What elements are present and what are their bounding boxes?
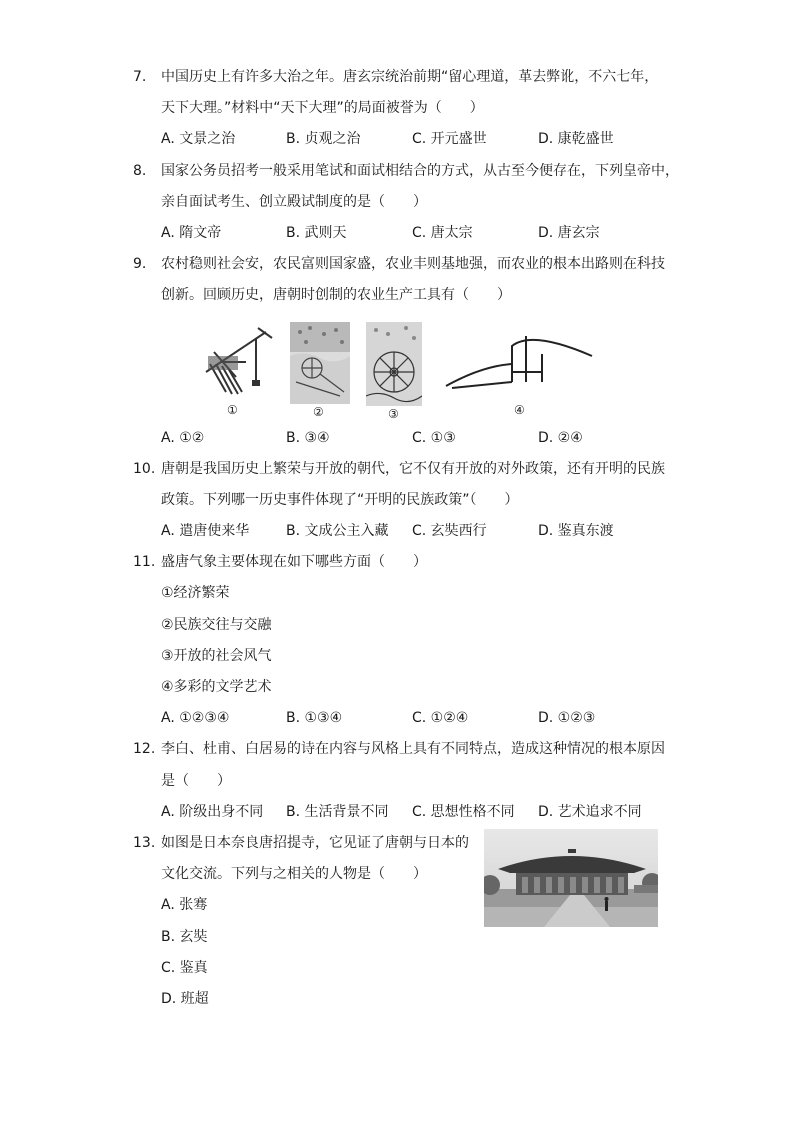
q13-option-b: B. 玄奘 bbox=[161, 929, 208, 945]
q11-item-2: ②民族交往与交融 bbox=[161, 617, 272, 633]
q10-option-d: D. 鉴真东渡 bbox=[538, 523, 614, 539]
q11-item-1: ①经济繁荣 bbox=[161, 585, 230, 601]
q9-option-d: D. ②④ bbox=[538, 430, 583, 446]
q13-stem-line1: 如图是日本奈良唐招提寺，它见证了唐朝与日本的 bbox=[161, 835, 469, 851]
q13-option-c: C. 鉴真 bbox=[161, 960, 208, 976]
q12-option-d: D. 艺术追求不同 bbox=[538, 804, 642, 820]
q7-option-a: A. 文景之治 bbox=[161, 131, 236, 147]
farm-tool-3-caption: ③ bbox=[388, 407, 399, 421]
q13-option-a: A. 张骞 bbox=[161, 897, 208, 913]
q8-stem-line2: 亲自面试考生、创立殿试制度的是（ ） bbox=[161, 194, 427, 210]
q9-stem-line2: 创新。回顾历史，唐朝时创制的农业生产工具有（ ） bbox=[161, 287, 511, 303]
q9-option-a: A. ①② bbox=[161, 430, 205, 446]
q11-option-d: D. ①②③ bbox=[538, 710, 596, 726]
q13-number: 13. bbox=[133, 835, 156, 851]
q11-item-3: ③开放的社会风气 bbox=[161, 648, 272, 664]
q12-option-a: A. 阶级出身不同 bbox=[161, 804, 264, 820]
q10-number: 10. bbox=[133, 461, 156, 477]
q13-stem-line2: 文化交流。下列与之相关的人物是（ ） bbox=[161, 866, 427, 882]
farm-tool-1-image bbox=[196, 322, 276, 404]
q7-option-b: B. 贞观之治 bbox=[286, 131, 361, 147]
q8-number: 8. bbox=[133, 163, 147, 179]
q12-stem-line2: 是（ ） bbox=[161, 773, 231, 789]
q7-stem-line1: 中国历史上有许多大治之年。唐玄宗统治前期“留心理道，革去弊讹，不六七年， bbox=[161, 69, 659, 85]
q11-option-a: A. ①②③④ bbox=[161, 710, 230, 726]
q10-option-a: A. 遣唐使来华 bbox=[161, 523, 250, 539]
q9-stem-line1: 农村稳则社会安，农民富则国家盛，农业丰则基地强，而农业的根本出路则在科技 bbox=[161, 256, 665, 272]
q7-option-c: C. 开元盛世 bbox=[412, 131, 487, 147]
q10-stem-line2: 政策。下列哪一历史事件体现了“开明的民族政策”（ ） bbox=[161, 492, 519, 508]
farm-tool-3-image bbox=[366, 322, 422, 406]
q11-item-4: ④多彩的文学艺术 bbox=[161, 679, 272, 695]
farm-tool-2-image bbox=[290, 322, 350, 404]
q12-number: 12. bbox=[133, 741, 156, 757]
q13-option-d: D. 班超 bbox=[161, 991, 209, 1007]
q12-stem-line1: 李白、杜甫、白居易的诗在内容与风格上具有不同特点，造成这种情况的根本原因 bbox=[161, 741, 665, 757]
q10-stem-line1: 唐朝是我国历史上繁荣与开放的朝代，它不仅有开放的对外政策，还有开明的民族 bbox=[161, 461, 665, 477]
q9-option-b: B. ③④ bbox=[286, 430, 330, 446]
q7-stem-line2: 天下大理。”材料中“天下大理”的局面被誉为（ ） bbox=[161, 100, 484, 116]
q10-option-c: C. 玄奘西行 bbox=[412, 523, 487, 539]
q9-number: 9. bbox=[133, 256, 147, 272]
temple-photo bbox=[484, 829, 658, 927]
q7-option-d: D. 康乾盛世 bbox=[538, 131, 614, 147]
farm-tool-4-image bbox=[442, 326, 594, 398]
q11-option-b: B. ①③④ bbox=[286, 710, 343, 726]
q8-option-b: B. 武则天 bbox=[286, 225, 347, 241]
q10-option-b: B. 文成公主入藏 bbox=[286, 523, 389, 539]
farm-tool-1-caption: ① bbox=[227, 403, 238, 417]
q11-option-c: C. ①②④ bbox=[412, 710, 469, 726]
farm-tool-2-caption: ② bbox=[313, 405, 324, 419]
q8-option-d: D. 唐玄宗 bbox=[538, 225, 600, 241]
q12-option-b: B. 生活背景不同 bbox=[286, 804, 389, 820]
q9-option-c: C. ①③ bbox=[412, 430, 456, 446]
farm-tool-4-caption: ④ bbox=[514, 403, 525, 417]
q8-stem-line1: 国家公务员招考一般采用笔试和面试相结合的方式，从古至今便存在，下列皇帝中， bbox=[161, 163, 679, 179]
q11-stem-line1: 盛唐气象主要体现在如下哪些方面（ ） bbox=[161, 554, 427, 570]
q12-option-c: C. 思想性格不同 bbox=[412, 804, 515, 820]
q11-number: 11. bbox=[133, 554, 156, 570]
q8-option-a: A. 隋文帝 bbox=[161, 225, 222, 241]
q7-number: 7. bbox=[133, 69, 147, 85]
q8-option-c: C. 唐太宗 bbox=[412, 225, 473, 241]
